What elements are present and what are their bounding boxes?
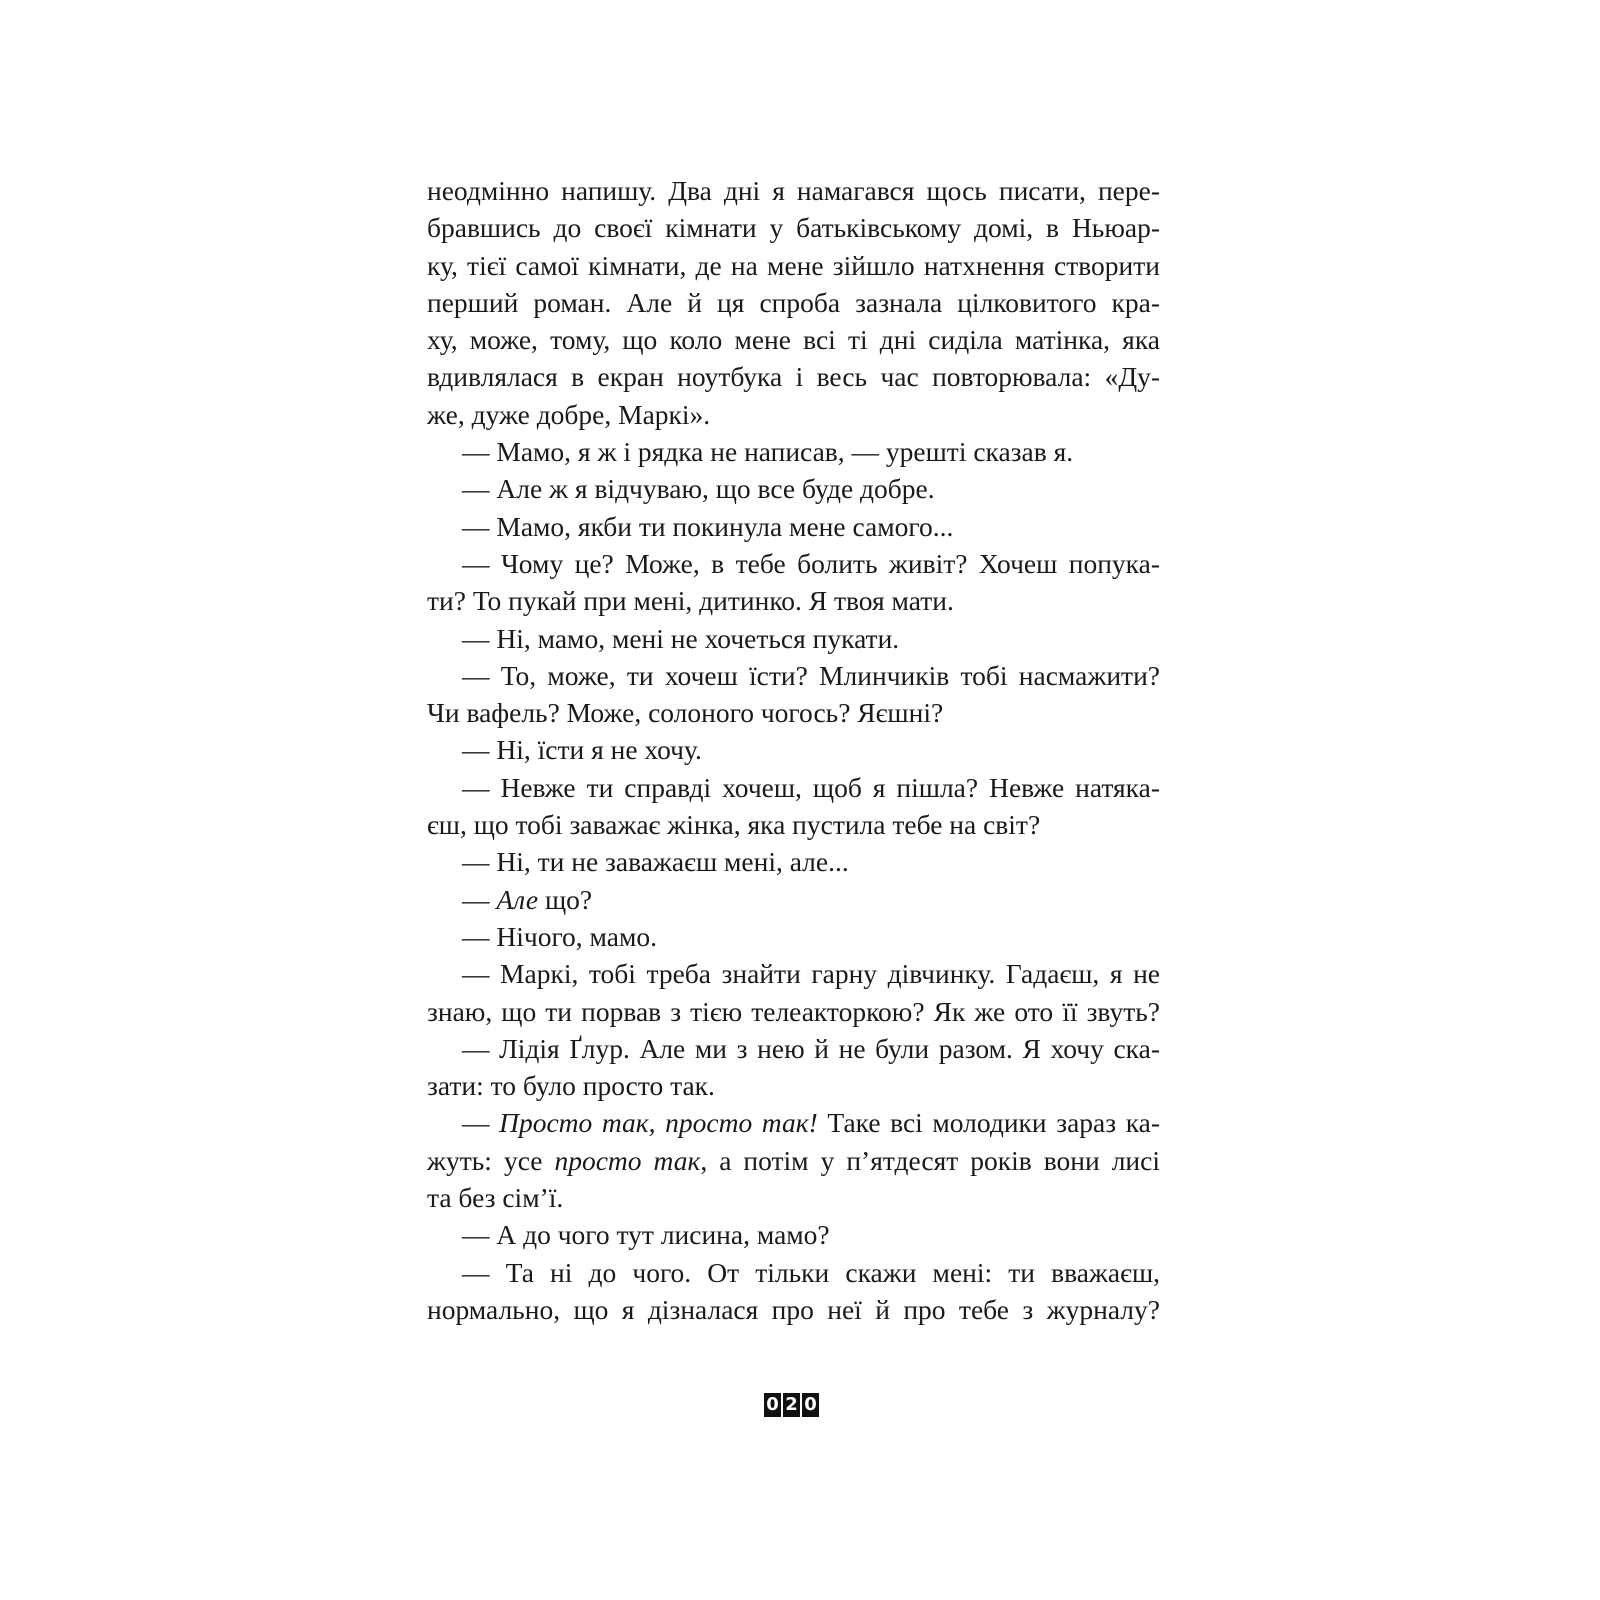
text-line [427, 508, 1160, 545]
text-line [427, 1179, 1160, 1216]
text-line [427, 358, 1160, 395]
text-segment: — Ні, ти не заважаєш мені, але... [462, 846, 849, 878]
text-segment: — Мамо, якби ти покинула мене самого... [462, 510, 954, 542]
text-segment: знаю, що ти порвав з тією телеакторкою? Як же ото її звуть? [427, 995, 1160, 1027]
text-line [427, 806, 1160, 843]
text-line [427, 769, 1160, 806]
text-segment: , а потім у п’ятдесят років вони лисі [700, 1144, 1160, 1176]
text-line [427, 1104, 1160, 1141]
italic-text: Але [496, 883, 539, 915]
text-line [427, 620, 1160, 657]
text-segment: зати: то було просто так. [427, 1070, 715, 1102]
text-segment: — Мамо, я ж і рядка не написав, — урешті сказав я. [462, 436, 1074, 468]
text-line [427, 694, 1160, 731]
text-line [427, 1254, 1160, 1291]
text-segment: жуть: усе [427, 1144, 555, 1176]
text-line [427, 657, 1160, 694]
text-segment: же, дуже добре, Маркі». [427, 398, 711, 430]
text-segment: єш, що тобі заважає жінка, яка пустила тебе на світ? [427, 809, 1041, 841]
page-number-digit: 0 [764, 1393, 781, 1417]
text-segment: — Невже ти справді хочеш, щоб я пішла? Невже натяка- [462, 771, 1160, 803]
text-line [427, 545, 1160, 582]
text-segment: — Але ж я відчуваю, що все буде добре. [462, 473, 935, 505]
text-line [427, 993, 1160, 1030]
text-segment: неодмінно напишу. Два дні я намагався щось писати, пере- [427, 175, 1160, 206]
page-number-digit: 0 [802, 1393, 819, 1417]
text-line [427, 843, 1160, 880]
italic-text: просто так [554, 1144, 701, 1176]
text-segment: — [462, 883, 497, 915]
text-segment: — Чому це? Може, в тебе болить живіт? Хочеш попука- [462, 547, 1160, 579]
text-segment: перший роман. Але й ця спроба зазнала цілковитого кра- [427, 286, 1160, 318]
text-segment: — Нічого, мамо. [462, 920, 657, 952]
text-segment: що? [538, 883, 593, 915]
text-line [427, 955, 1160, 992]
italic-text: Просто так, просто так! [499, 1107, 818, 1139]
text-segment: Чи вафель? Може, солоного чогось? Яєшні? [427, 697, 944, 729]
text-segment: — А до чого тут лисина, мамо? [462, 1219, 830, 1251]
text-segment: — Та ні до чого. От тільки скажи мені: ти вважаєш, [462, 1256, 1160, 1288]
text-segment: бравшись до своєї кімнати у батьківському домі, в Ньюар- [427, 212, 1160, 244]
text-segment: — [462, 1107, 500, 1139]
text-segment: та без сім’ї. [427, 1182, 564, 1214]
text-segment: — То, може, ти хочеш їсти? Млинчиків тобі насмажити? [462, 659, 1160, 691]
text-segment: — Ні, їсти я не хочу. [462, 734, 702, 766]
text-line [427, 582, 1160, 619]
page-number-digit: 2 [783, 1393, 800, 1417]
text-line [427, 1067, 1160, 1104]
text-line [427, 1142, 1160, 1179]
text-line [427, 470, 1160, 507]
text-line [427, 881, 1160, 918]
text-line [427, 284, 1160, 321]
text-segment: — Ні, мамо, мені не хочеться пукати. [462, 622, 900, 654]
text-line [427, 247, 1160, 284]
text-line [427, 1030, 1160, 1067]
text-line [427, 172, 1160, 209]
text-segment: — Лідія Ґлур. Але ми з нею й не були разом. Я хочу ска- [462, 1032, 1160, 1064]
text-segment: Таке всі молодики зараз ка- [817, 1107, 1160, 1139]
text-segment: ку, тієї самої кімнати, де на мене зійшло натхнення створити [427, 249, 1160, 281]
text-segment: — Маркі, тобі треба знайти гарну дівчинку. Гадаєш, я не [462, 958, 1160, 990]
text-segment: ху, може, тому, що коло мене всі ті дні сиділа матінка, яка [427, 324, 1160, 356]
text-line [427, 209, 1160, 246]
text-line [427, 1291, 1160, 1328]
text-segment: ти? То пукай при мені, дитинко. Я твоя мати. [427, 585, 954, 617]
text-segment: вдивлялася в екран ноутбука і весь час повторювала: «Ду- [427, 361, 1160, 393]
text-line [427, 321, 1160, 358]
page-number [764, 1393, 819, 1417]
page-body [427, 172, 1160, 1328]
text-line [427, 1216, 1160, 1253]
text-line [427, 396, 1160, 433]
text-segment: нормально, що я дізналася про неї й про тебе з журналу? [427, 1293, 1160, 1325]
text-line [427, 433, 1160, 470]
text-line [427, 731, 1160, 768]
text-line [427, 918, 1160, 955]
